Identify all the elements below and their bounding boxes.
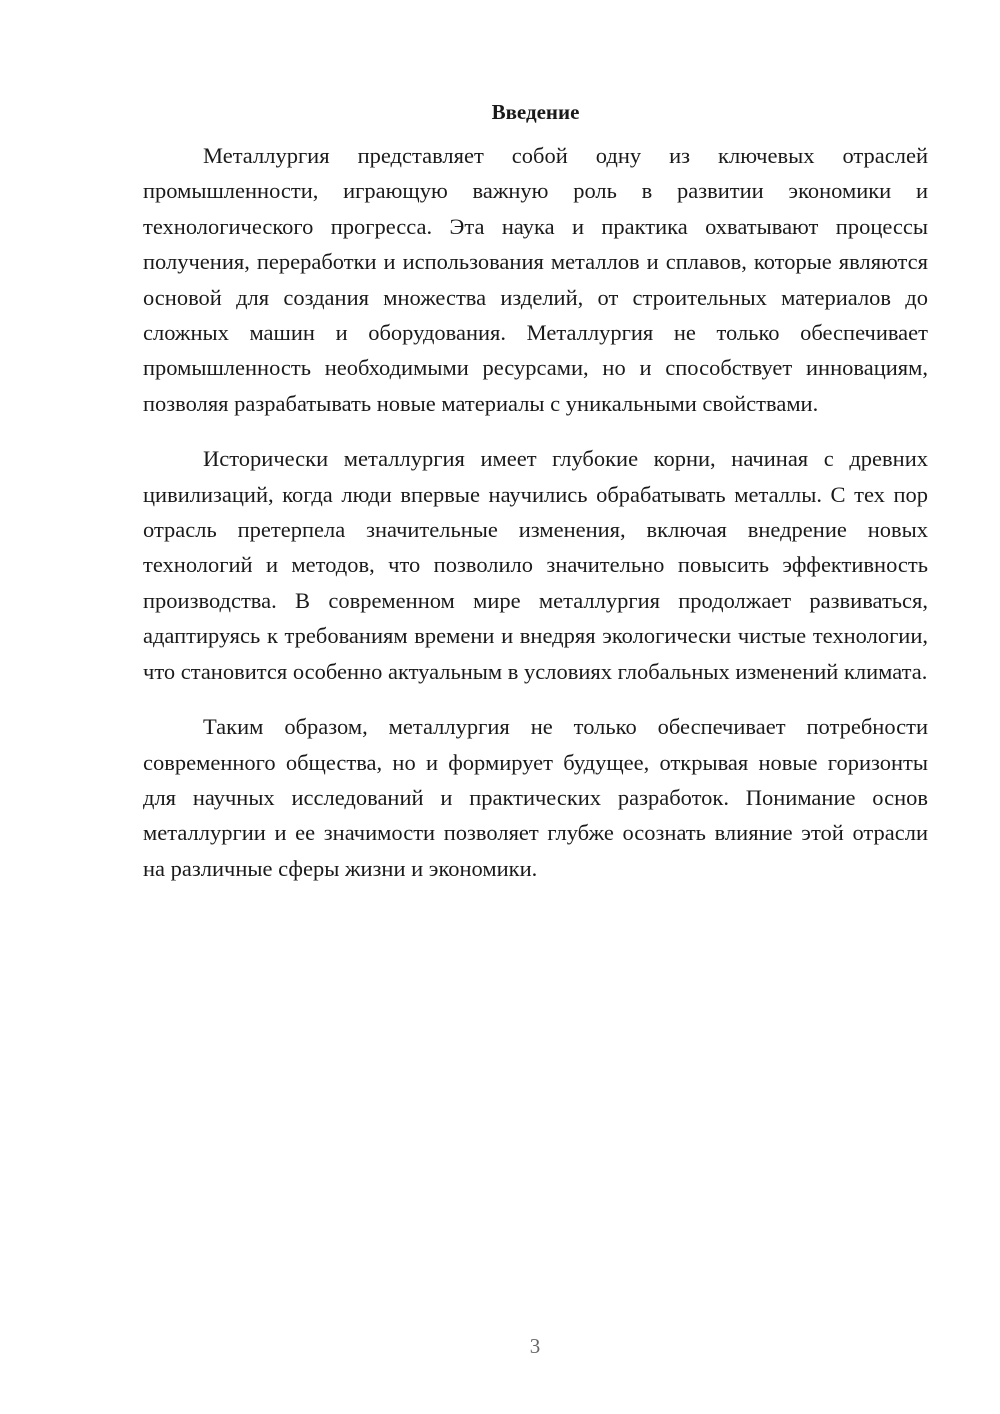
paragraph-2: Исторически металлургия имеет глубокие корни, начиная с древних цивилизаций, когда люди впервые научились обрабатывать металлы. С тех пор отрасль претерпела значительные изменения, включая внедрение новых технологий и методов, что позволило значительно повысить эффективность производства. В современном мире металлургия продолжает развиваться, адаптируясь к требованиям времени и внедряя экологически чистые технологии, что становится особенно актуальным в условиях глобальных изменений климата. xyxy=(143,446,928,684)
page-content xyxy=(143,96,928,906)
paragraph-1: Металлургия представляет собой одну из ключевых отраслей промышленности, играющую важную роль в развитии экономики и технологического прогресса. Эта наука и практика охватывают процессы получения, переработки и использования металлов и сплавов, которые являются основой для создания множества изделий, от строительных материалов до сложных машин и оборудования. Металлургия не только обеспечивает промышленность необходимыми ресурсами, но и способствует инновациям, позволяя разрабатывать новые материалы с уникальными свойствами. xyxy=(143,143,928,416)
page-number: 3 xyxy=(529,1334,541,1358)
paragraph-3: Таким образом, металлургия не только обеспечивает потребности современного общества, но и формирует будущее, открывая новые горизонты для научных исследований и практических разработок. Понимание основ металлургии и ее значимости позволяет глубже осознать влияние этой отрасли на различные сферы жизни и экономики. xyxy=(143,714,928,881)
section-heading: Введение xyxy=(491,100,580,124)
